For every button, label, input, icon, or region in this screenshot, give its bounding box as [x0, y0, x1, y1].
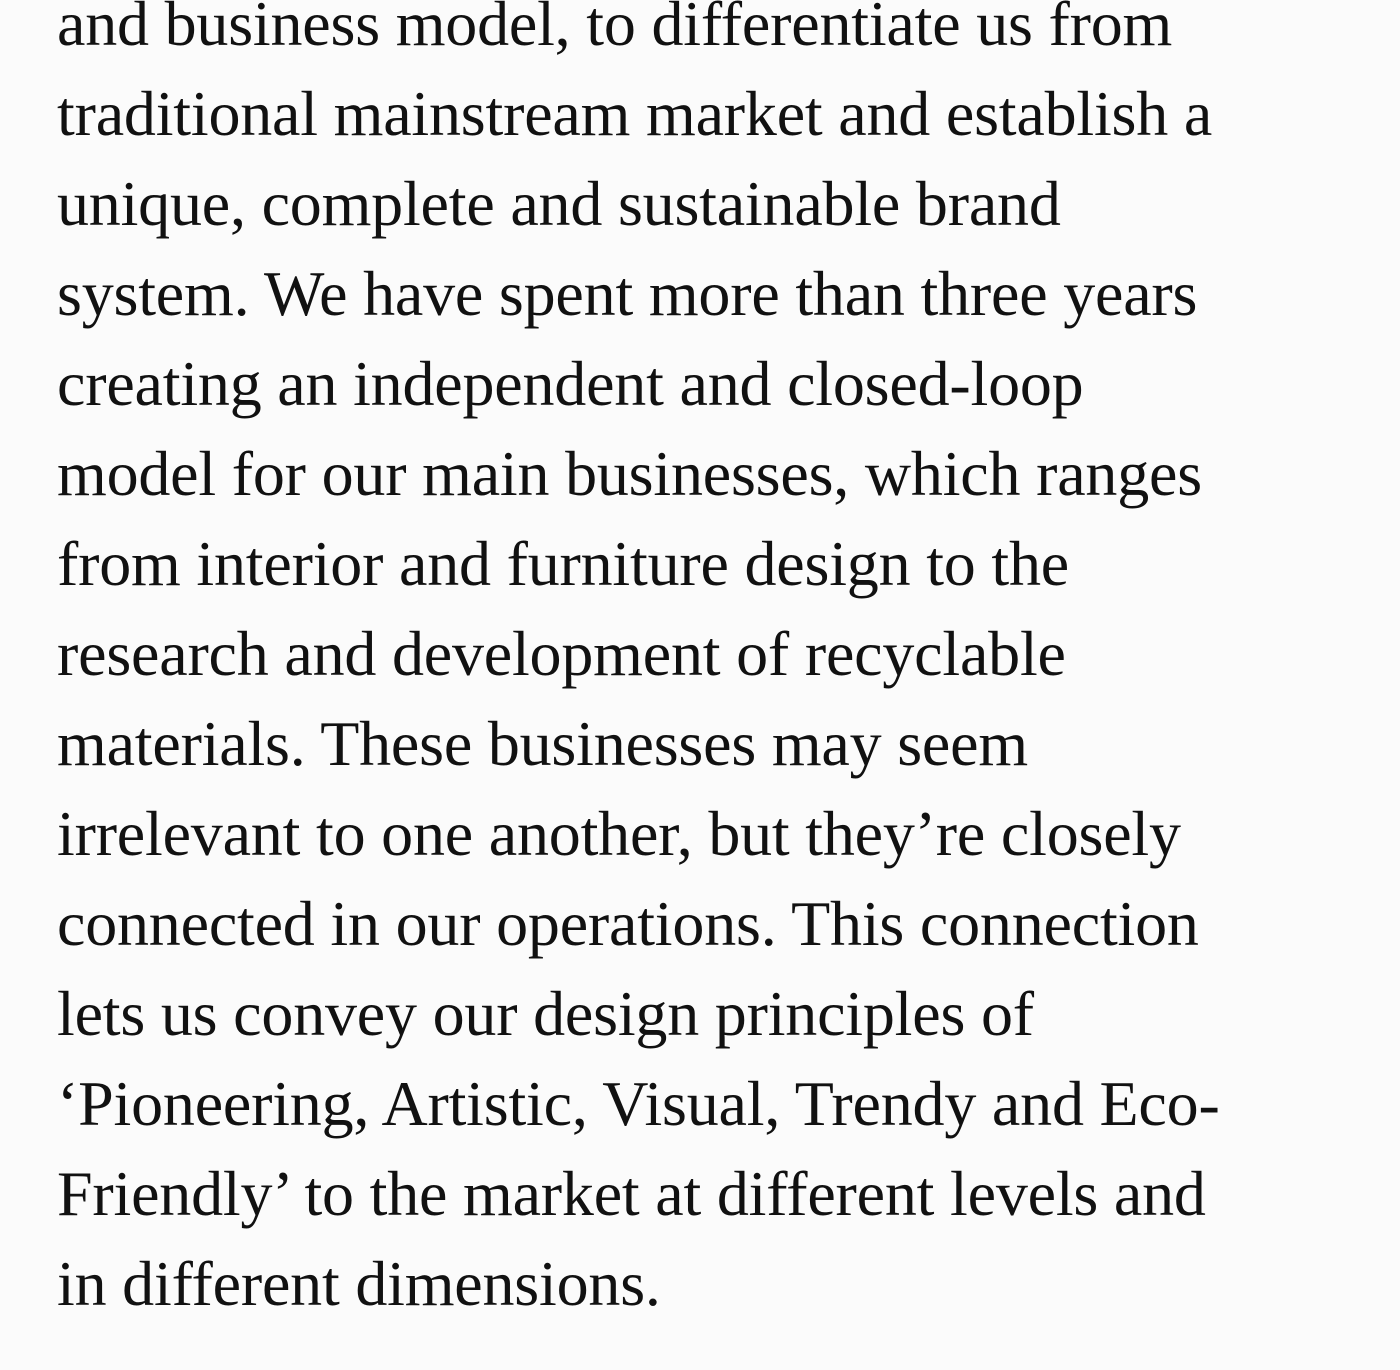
text-line: Friendly’ to the market at different levels and [57, 1158, 1206, 1229]
text-line: unique, complete and sustainable brand [57, 168, 1061, 239]
text-line: lets us convey our design principles of [57, 978, 1034, 1049]
text-line: ‘Pioneering, Artistic, Visual, Trendy and Eco- [57, 1068, 1220, 1139]
text-line: in different dimensions. [57, 1248, 661, 1319]
text-line: irrelevant to one another, but they’re closely [57, 798, 1181, 869]
article-body-text [57, 0, 1377, 1329]
text-line: and business model, to differentiate us from [57, 0, 1173, 59]
text-line: system. We have spent more than three years [57, 258, 1198, 329]
text-line: traditional mainstream market and establish a [57, 78, 1213, 149]
text-line: creating an independent and closed-loop [57, 348, 1084, 419]
text-line: connected in our operations. This connection [57, 888, 1199, 959]
text-line: model for our main businesses, which ranges [57, 438, 1202, 509]
text-line: research and development of recyclable [57, 618, 1066, 689]
text-line: materials. These businesses may seem [57, 708, 1028, 779]
text-line: from interior and furniture design to the [57, 528, 1069, 599]
